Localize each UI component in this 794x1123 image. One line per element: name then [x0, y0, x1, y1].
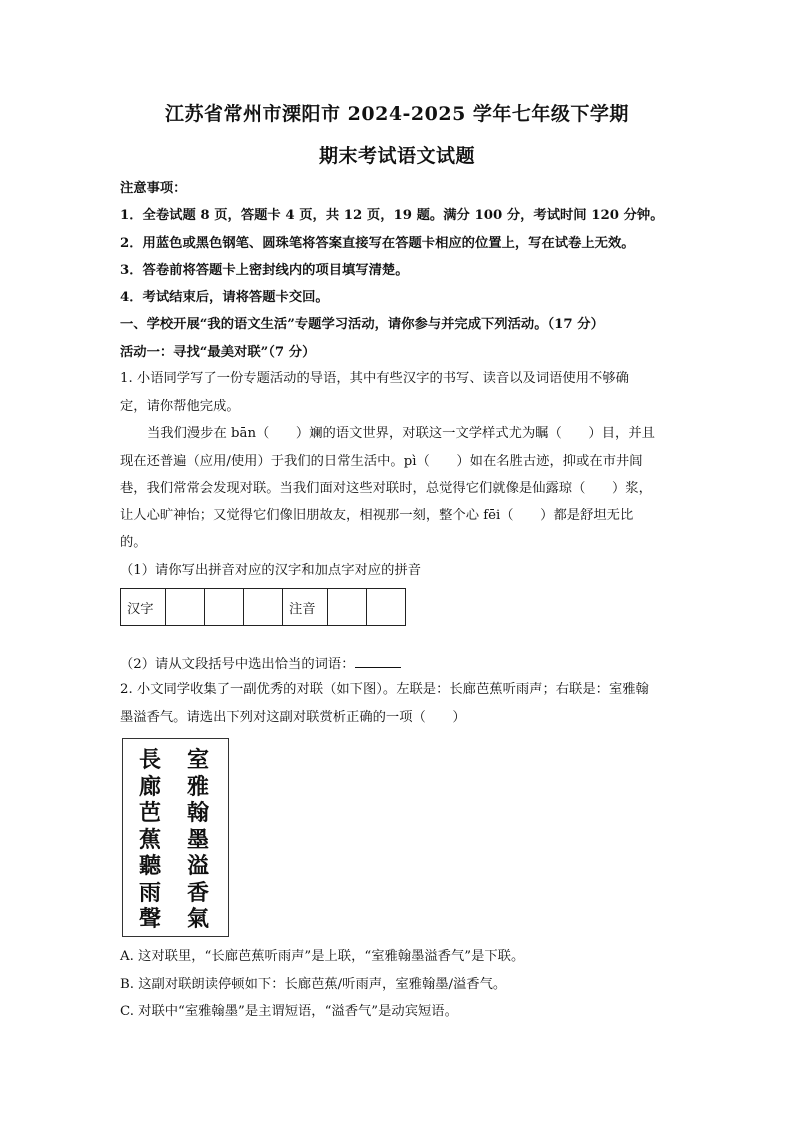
couplet-left-column [135, 747, 165, 933]
couplet-char: 溢 [186, 853, 209, 879]
couplet-char: 聲 [138, 906, 161, 932]
notice-item-4: 4．考试结束后，请将答题卡交回。 [120, 290, 329, 305]
exam-title-line2: 期末考试语文试题 [318, 145, 475, 167]
notice-heading: 注意事项： [120, 181, 187, 196]
zhuyin-answer-cell[interactable] [328, 589, 367, 626]
q1-para-line5: 的。 [120, 535, 147, 550]
activity-heading: 活动一：寻找“最美对联”（7 分） [120, 345, 316, 360]
couplet-char: 雅 [186, 773, 209, 800]
couplet-char: 香 [186, 879, 209, 906]
q2-line1: 2. 小文同学收集了一副优秀的对联（如下图）。左联是：长廊芭蕉听雨声；右联是：室雅翰 [120, 682, 649, 697]
answer-table [120, 588, 406, 626]
section-heading: 一、学校开展“我的语文生活”专题学习活动，请你参与并完成下列活动。（17 分） [120, 317, 604, 332]
couplet-image [122, 738, 229, 937]
q1-sub2-text: （2）请从文段括号中选出恰当的词语： [120, 657, 355, 672]
hanzi-label: 汉字 [121, 589, 166, 626]
q1-para-line2: 现在还普遍（应用/使用）于我们的日常生活中。pì（ ）如在名胜古迹，抑或在市井闾 [120, 454, 643, 469]
q1-para-line1: 当我们漫步在 bān（ ）斓的语文世界，对联这一文学样式尤为瞩（ ）目，并且 [147, 426, 655, 441]
couplet-char: 聽 [138, 853, 161, 879]
answer-blank[interactable] [355, 654, 401, 668]
q1-sub1: （1）请你写出拼音对应的汉字和加点字对应的拼音 [120, 563, 421, 578]
q1-line2: 定，请你帮他完成。 [120, 399, 240, 414]
q1-sub2 [120, 654, 680, 674]
couplet-char: 氣 [186, 906, 209, 932]
q2-line2: 墨溢香气。请选出下列对这副对联赏析正确的一项（ ） [120, 710, 466, 725]
notice-item-2: 2．用蓝色或黑色钢笔、圆珠笔将答案直接写在答题卡相应的位置上，写在试卷上无效。 [120, 236, 635, 251]
hanzi-answer-cell[interactable] [166, 589, 205, 626]
hanzi-answer-cell[interactable] [205, 589, 244, 626]
zhuyin-label: 注音 [283, 589, 328, 626]
couplet-right-column [183, 747, 213, 933]
notice-item-1: 1．全卷试题 8 页，答题卡 4 页，共 12 页，19 题。满分 100 分，考试时间 120 分钟。 [120, 208, 664, 223]
zhuyin-answer-cell[interactable] [367, 589, 406, 626]
couplet-char: 長 [138, 747, 161, 773]
q1-para-line3: 巷，我们常常会发现对联。当我们面对这些对联时，总觉得它们就像是仙露琼（ ）浆， [120, 481, 652, 496]
couplet-char: 廊 [138, 773, 161, 800]
couplet-char: 蕉 [138, 826, 161, 853]
notice-item-3: 3．答卷前将答题卡上密封线内的项目填写清楚。 [120, 263, 409, 278]
q1-line1: 1. 小语同学写了一份专题活动的导语，其中有些汉字的书写、读音以及词语使用不够确 [120, 371, 629, 386]
couplet-char: 翰 [186, 800, 209, 826]
option-b: B. 这副对联朗读停顿如下：长廊芭蕉/听雨声，室雅翰墨/溢香气。 [120, 977, 507, 992]
hanzi-answer-cell[interactable] [244, 589, 283, 626]
couplet-char: 室 [186, 747, 209, 773]
couplet-char: 雨 [138, 879, 161, 906]
option-a: A. 这对联里，“长廊芭蕉听雨声”是上联，“室雅翰墨溢香气”是下联。 [120, 949, 525, 964]
couplet-char: 芭 [138, 800, 161, 826]
option-c: C. 对联中“室雅翰墨”是主谓短语，“溢香气”是动宾短语。 [120, 1004, 458, 1019]
exam-title-line1: 江苏省常州市溧阳市 2024-2025 学年七年级下学期 [165, 103, 629, 125]
q1-para-line4: 让人心旷神怡；又觉得它们像旧朋故友，相视那一刻，整个心 fēi（ ）都是舒坦无比 [120, 508, 634, 523]
couplet-char: 墨 [186, 826, 209, 853]
